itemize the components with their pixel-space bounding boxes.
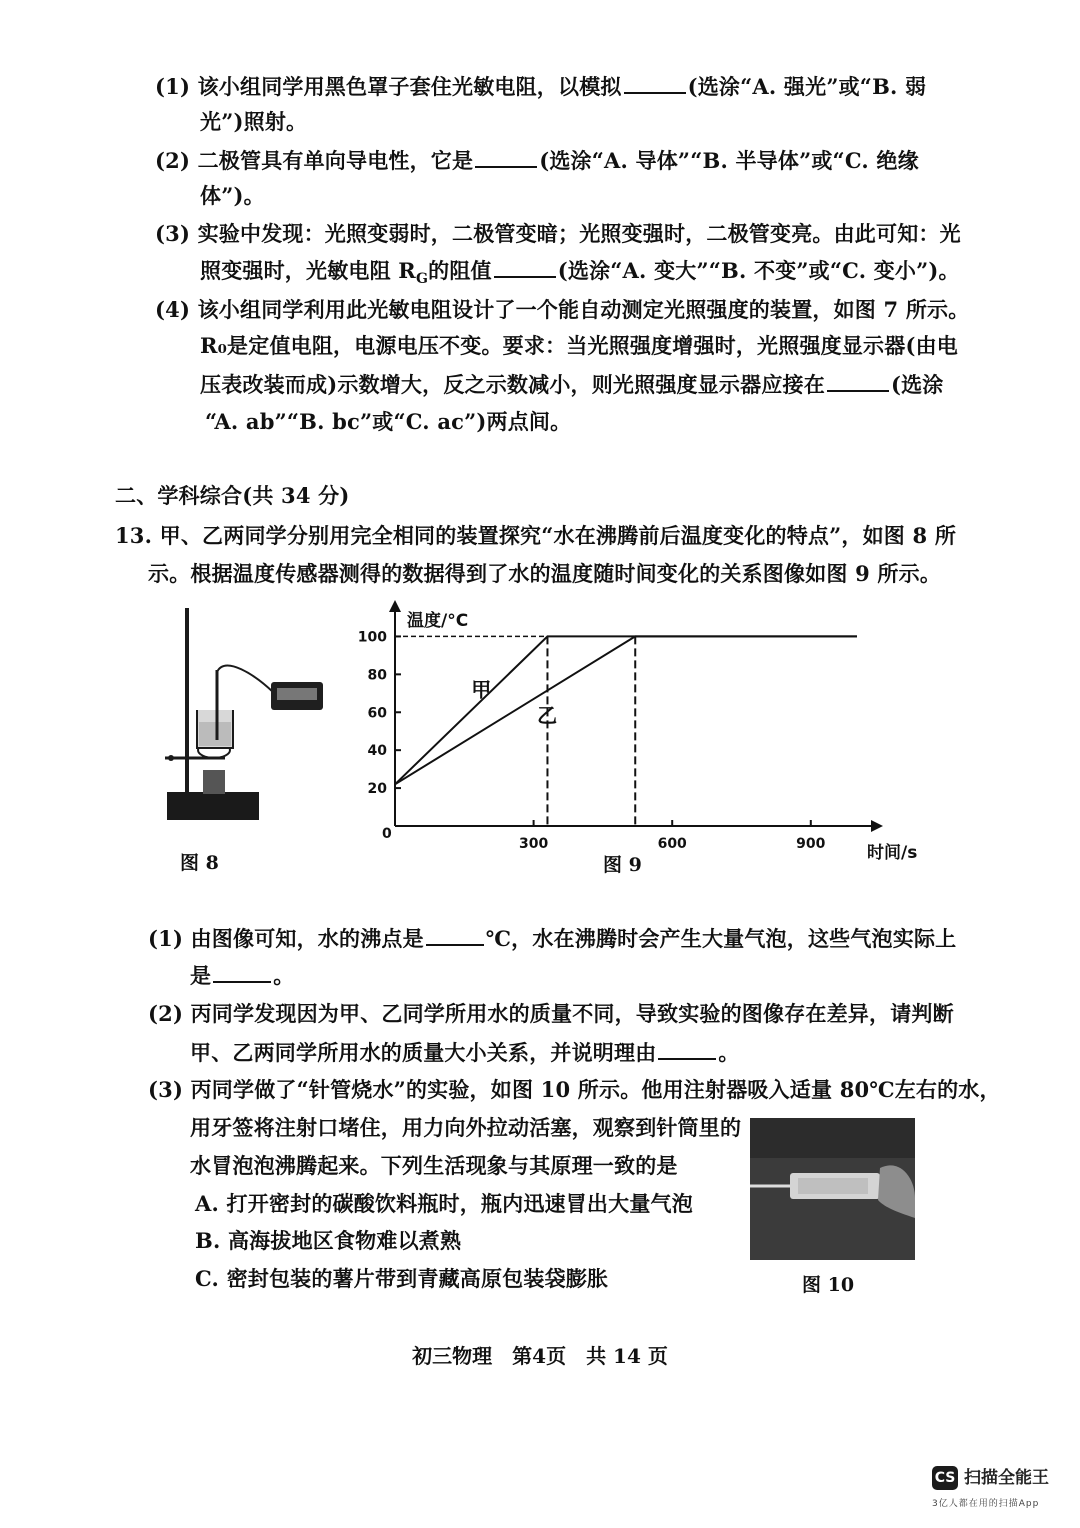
stand-base xyxy=(167,792,259,820)
answer-blank[interactable] xyxy=(658,1038,716,1060)
q12-part3-line1: (3) 实验中发现：光照变弱时，二极管变暗；光照变强时，二极管变亮。由此可知：光 xyxy=(155,221,961,246)
reference-lines xyxy=(395,636,635,826)
series-line-2 xyxy=(395,636,857,784)
x-axis-label: 时间/s xyxy=(867,843,918,863)
series-label: 甲 xyxy=(471,677,492,702)
x-axis-arrow xyxy=(871,820,883,832)
series-group xyxy=(395,636,857,784)
y-tick-label: 100 xyxy=(357,629,387,646)
q13-option-c: C. 密封包装的薯片带到青藏高原包装袋膨胀 xyxy=(195,1266,609,1291)
q12-part4-line4: “A. ab”“B. bc”或“C. ac”)两点间。 xyxy=(205,409,572,434)
answer-blank[interactable] xyxy=(494,256,556,278)
y-axis-arrow xyxy=(389,600,401,612)
q12-part1-line1: (1) 该小组同学用黑色罩子套住光敏电阻，以模拟 (选涂“A. 强光”或“B. 弱 xyxy=(155,74,927,99)
q12-part4-line2: R₀是定值电阻，电源电压不变。要求：当光照强度增强时，光照强度显示器(由电 xyxy=(200,333,958,358)
x-tick-label: 300 xyxy=(518,836,549,852)
page-footer xyxy=(0,1340,1080,1369)
q12-part4-line3: 压表改装而成)示数增大，反之示数减小，则光照强度显示器应接在 (选涂 xyxy=(200,372,944,397)
answer-blank[interactable] xyxy=(624,72,686,94)
q13-part2-line2: 甲、乙两同学所用水的质量大小关系，并说明理由 。 xyxy=(190,1040,740,1065)
footer-total: 共 14 页 xyxy=(586,1344,668,1368)
answer-blank[interactable] xyxy=(475,146,537,168)
y-tick-label: 60 xyxy=(367,705,387,722)
q12-part1-line2: 光”)照射。 xyxy=(200,109,308,134)
y-tick-label: 20 xyxy=(367,781,387,798)
q13-intro-line2: 示。根据温度传感器测得的数据得到了水的温度随时间变化的关系图像如图 9 所示。 xyxy=(148,561,942,586)
q13-part1-line1: (1) 由图像可知，水的沸点是 ℃，水在沸腾时会产生大量气泡，这些气泡实际上 xyxy=(148,926,957,951)
footer-subject: 初三物理 xyxy=(412,1344,493,1368)
footer-page: 第4页 xyxy=(512,1344,567,1368)
burner xyxy=(203,770,225,794)
stand-rod xyxy=(185,608,189,794)
q13-intro-line1: 13. 甲、乙两同学分别用完全相同的装置探究“水在沸腾前后温度变化的特点”，如图 8 所 xyxy=(115,523,957,548)
q13-part3-line3: 水冒泡泡沸腾起来。下列生活现象与其原理一致的是 xyxy=(190,1153,678,1178)
figure-9-chart xyxy=(355,598,935,863)
answer-blank[interactable] xyxy=(426,924,484,946)
series-line-1 xyxy=(395,636,857,784)
x-tick-label: 900 xyxy=(796,836,826,852)
y-axis-label: 温度/°C xyxy=(407,611,469,631)
x-tick-label: 600 xyxy=(657,836,687,852)
scanner-watermark xyxy=(932,1466,1072,1516)
q13-part2-line1: (2) 丙同学发现因为甲、乙同学所用水的质量不同，导致实验的图像存在差异，请判断 xyxy=(148,1001,954,1026)
watermark-slogan: 3亿人都在用的扫描App xyxy=(932,1499,1040,1509)
q12-part2-line1: (2) 二极管具有单向导电性，它是 (选涂“A. 导体”“B. 半导体”或“C. 绝缘 xyxy=(155,148,919,173)
y-tick-label: 80 xyxy=(367,667,387,684)
series-label: 乙 xyxy=(537,703,558,728)
q13-part3-line2: 用牙签将注射口堵住，用力向外拉动活塞，观察到针筒里的 xyxy=(190,1115,742,1140)
q12-part4-line1: (4) 该小组同学利用此光敏电阻设计了一个能自动测定光照强度的装置，如图 7 所示。 xyxy=(155,297,970,322)
q13-part3-line1: (3) 丙同学做了“针管烧水”的实验，如图 10 所示。他用注射器吸入适量 80℃左右的水， xyxy=(148,1077,1001,1102)
answer-blank[interactable] xyxy=(827,370,889,392)
figure-9-caption: 图 9 xyxy=(603,854,642,876)
q12-part3-line2: 照变强时，光敏电阻 $R_G$的阻值 (选涂“A. 变大”“B. 不变”或“C. 变小”)。 xyxy=(200,258,960,288)
figure-10-photo xyxy=(750,1118,915,1260)
answer-blank[interactable] xyxy=(213,961,271,983)
origin-label: 0 xyxy=(382,826,392,842)
figure-8-apparatus xyxy=(155,600,335,830)
cs-logo-icon: CS xyxy=(932,1466,958,1490)
figure-10-caption: 图 10 xyxy=(802,1274,855,1296)
q12-part2-line2: 体”)。 xyxy=(200,183,265,208)
q13-option-b: B. 高海拔地区食物难以煮熟 xyxy=(195,1228,462,1253)
section-title: 二、学科综合(共 34 分) xyxy=(115,483,350,508)
q13-option-a: A. 打开密封的碳酸饮料瓶时，瓶内迅速冒出大量气泡 xyxy=(195,1191,693,1216)
watermark-name: 扫描全能王 xyxy=(964,1468,1049,1488)
y-tick-label: 40 xyxy=(367,743,387,760)
q13-part1-line2: 是 。 xyxy=(190,963,295,988)
syringe-image xyxy=(750,1118,915,1260)
figure-8-caption: 图 8 xyxy=(180,852,219,874)
